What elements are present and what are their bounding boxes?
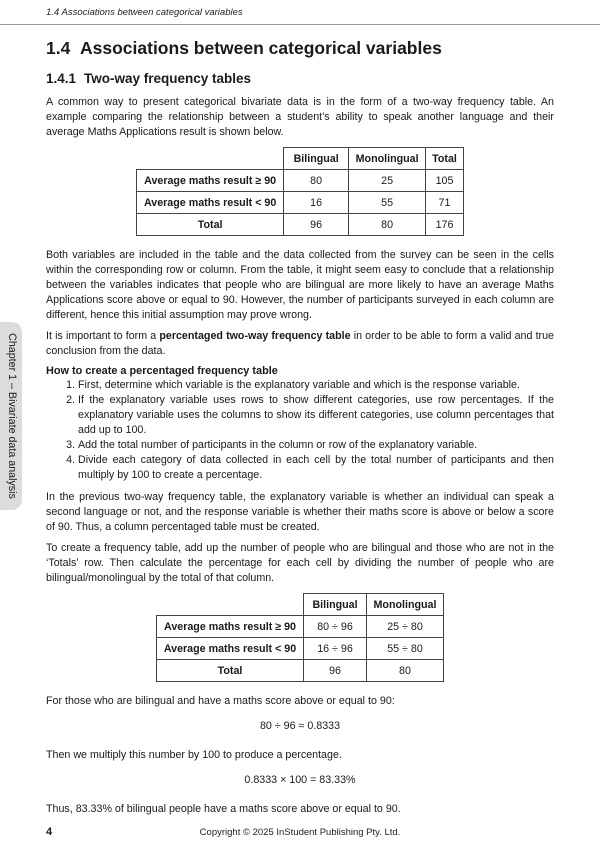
percentage-table [156,593,444,682]
table-corner [157,594,304,616]
table-row [137,192,464,214]
table-cell: 16 ÷ 96 [304,638,367,660]
column-header: Monolingual [349,148,426,170]
table-row [137,214,464,236]
table-cell: 80 [367,660,444,682]
section-number: 1.4 [46,38,71,58]
section-title: Associations between categorical variables [80,38,442,58]
table-cell: 96 [304,660,367,682]
body-paragraph: To create a frequency table, add up the number of people who are bilingual and those who are not in the ‘Totals’ row. Then calculate the percentage for each cell by dividing the number of people who are bilingual/monolingual by the total of that column. [46,542,554,584]
table-cell: 71 [426,192,464,214]
row-header: Average maths result ≥ 90 [157,616,304,638]
table-cell: 25 ÷ 80 [367,616,444,638]
chapter-side-tab-label: Chapter 1 – Bivariate data analysis [6,333,18,499]
howto-heading: How to create a percentaged frequency table [46,365,278,377]
table-row [157,638,444,660]
copyright-footer: Copyright © 2025 InStudent Publishing Pty. Ltd. [199,827,401,838]
page-number: 4 [46,826,53,838]
body-paragraph: For those who are bilingual and have a maths score above or equal to 90: [46,695,395,707]
table-cell: 25 [349,170,426,192]
table-cell: 16 [284,192,349,214]
list-item: 1. First, determine which variable is the explanatory variable and which is the response variable. [78,378,554,393]
row-header: Average maths result < 90 [157,638,304,660]
body-paragraph: Thus, 83.33% of bilingual people have a maths score above or equal to 90. [46,803,401,815]
key-term: percentaged two-way frequency table [159,330,351,342]
page-content [46,38,554,823]
table-cell: 55 [349,192,426,214]
list-item: 4. Divide each category of data collected in each cell by the total number of participants and then multiply by 100 to create a percentage. [78,453,554,483]
table-row [137,170,464,192]
table-cell: 176 [426,214,464,236]
subsection-title: Two-way frequency tables [84,71,252,86]
row-header: Average maths result ≥ 90 [137,170,284,192]
column-header: Monolingual [367,594,444,616]
table-cell: 80 ÷ 96 [304,616,367,638]
subsection-number: 1.4.1 [46,71,77,86]
steps-list [46,378,554,483]
section-heading [46,38,554,59]
body-paragraph: Then we multiply this number by 100 to produce a percentage. [46,749,342,761]
row-header: Average maths result < 90 [137,192,284,214]
list-item: 3. Add the total number of participants in the column or row of the explanatory variable. [78,438,554,453]
table-cell: 105 [426,170,464,192]
table-header-row [157,594,444,616]
table-header-row [137,148,464,170]
running-head: 1.4 Associations between categorical variables [46,7,243,18]
intro-paragraph: A common way to present categorical bivariate data is in the form of a two-way frequency table. An example comparing the relationship between a student’s ability to speak another language and their average Maths Applications result is shown below. [46,96,554,138]
frequency-table [136,147,464,236]
table-cell: 80 [284,170,349,192]
column-header: Total [426,148,464,170]
column-header: Bilingual [304,594,367,616]
column-header: Bilingual [284,148,349,170]
equation: 80 ÷ 96 ≈ 0.8333 [259,720,341,732]
table-corner [137,148,284,170]
row-header: Total [157,660,304,682]
table-row [157,660,444,682]
body-paragraph: In the previous two-way frequency table, the explanatory variable is whether an individual can speak a second language or not, and the response variable is whether their maths score is above or below a score of 90. Thus, a column percentaged table must be created. [46,491,554,533]
table-row [157,616,444,638]
row-header: Total [137,214,284,236]
subsection-heading [46,71,554,86]
equation: 0.8333 × 100 = 83.33% [244,774,356,786]
body-paragraph: Both variables are included in the table and the data collected from the survey can be seen in the cells within the corresponding row or column. From the table, it might seem easy to conclude that a relationship between the variables indicates that people who are bilingual are more likely to have an average Maths Applications score above or equal to 90. However, the number of participants surveyed in each column are different, hence this initial assumption may prove wrong. [46,249,554,321]
paragraph-text: It is important to form a [46,330,160,342]
header-rule [0,24,600,25]
paragraph-text: in order to be able to form a valid and true conclusion from the data. [46,330,554,357]
body-paragraph [46,329,554,359]
list-item: 2. If the explanatory variable uses rows to show different categories, use row percentages. If the explanatory variable uses the columns to show its different categories, use column percentages that add up to 100. [78,393,554,438]
table-cell: 55 ÷ 80 [367,638,444,660]
table-cell: 80 [349,214,426,236]
table-cell: 96 [284,214,349,236]
